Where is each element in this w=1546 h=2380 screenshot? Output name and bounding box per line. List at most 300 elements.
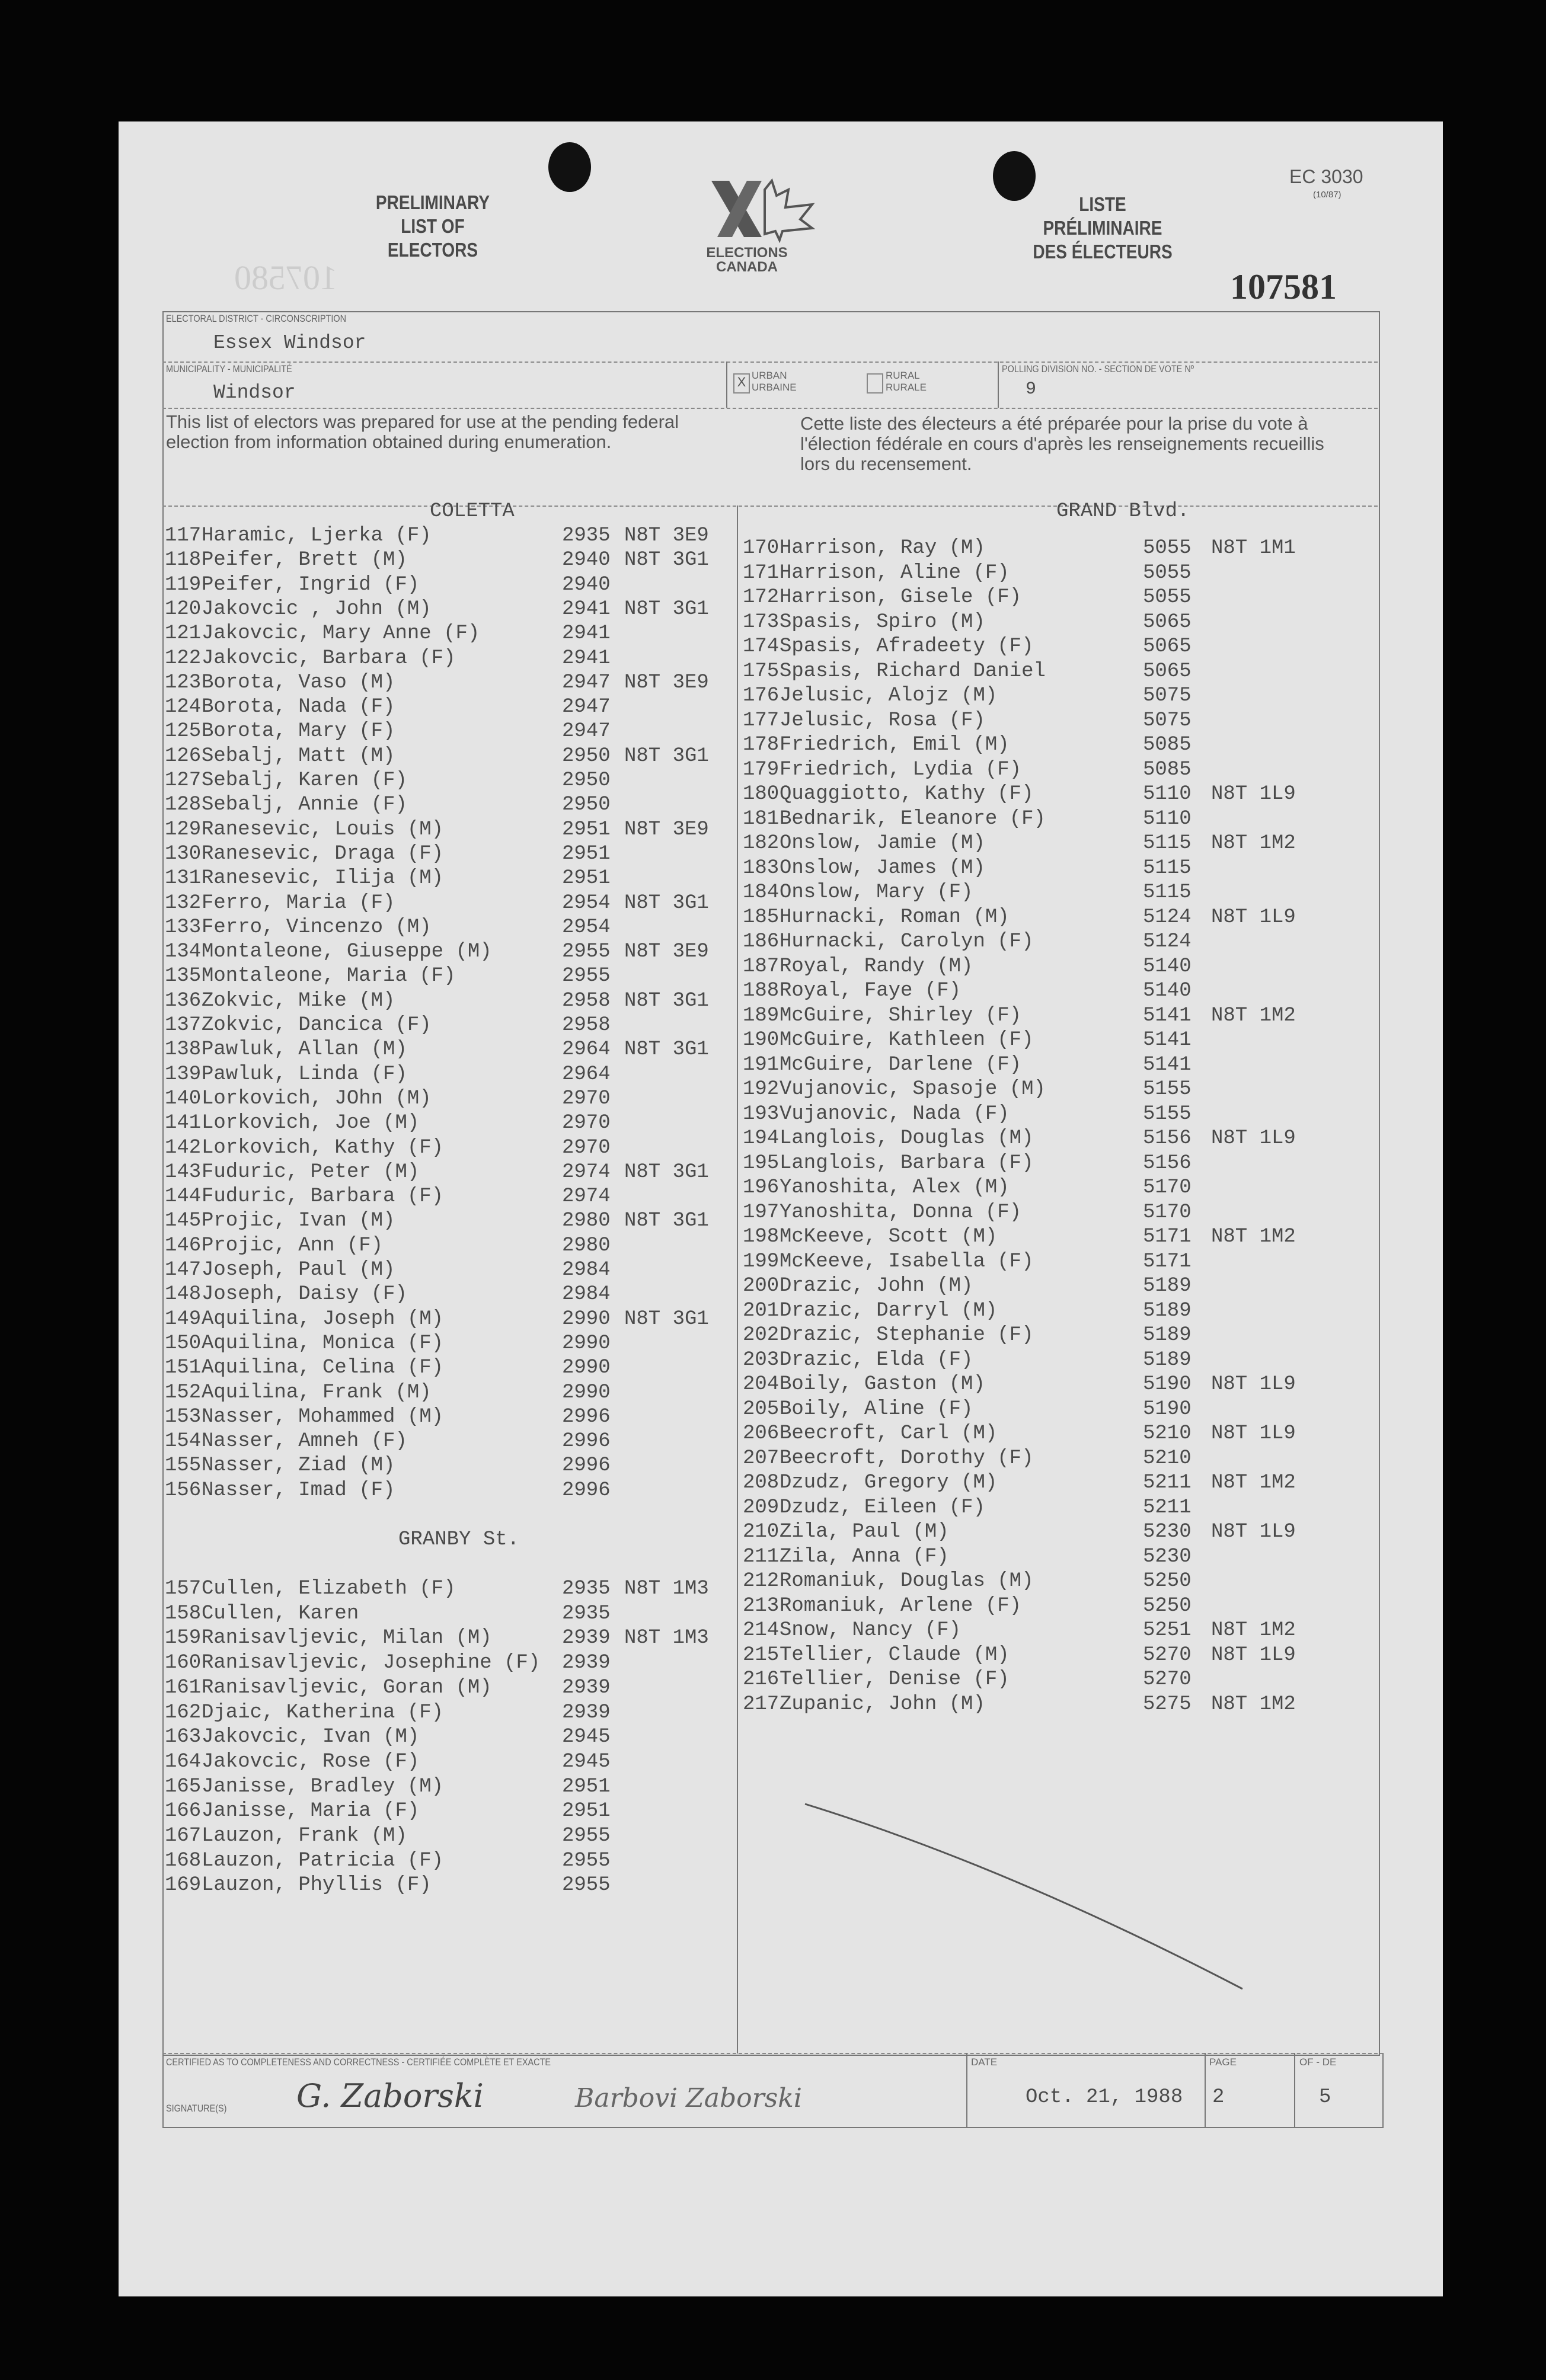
- street-number: 5230: [1143, 1545, 1192, 1568]
- elector-name: Dzudz, Gregory (M): [780, 1471, 998, 1494]
- elector-number: 175: [743, 660, 780, 683]
- elector-name: Lauzon, Phyllis (F): [202, 1874, 432, 1897]
- street-number: 2939: [562, 1701, 611, 1724]
- street-heading: COLETTA: [430, 500, 515, 523]
- street-number: 2947: [562, 696, 611, 719]
- elector-name: Janisse, Bradley (M): [202, 1775, 444, 1798]
- postal-code: N8T 3G1: [624, 891, 709, 914]
- date-value: Oct. 21, 1988: [1026, 2086, 1183, 2109]
- elector-number: 141: [165, 1112, 202, 1135]
- street-number: 2974: [562, 1185, 611, 1208]
- street-number: 2950: [562, 794, 611, 817]
- postal-code: N8T 3G1: [624, 1038, 709, 1061]
- postal-code: N8T 1M2: [1211, 1471, 1296, 1494]
- elector-number: 134: [165, 941, 202, 964]
- street-number: 2935: [562, 1602, 611, 1625]
- elector-number: 198: [743, 1226, 780, 1248]
- street-number: 2935: [562, 524, 611, 547]
- postal-code: N8T 1L9: [1211, 1373, 1296, 1396]
- elector-number: 150: [165, 1332, 202, 1355]
- street-number: 5075: [1143, 709, 1192, 732]
- elector-number: 121: [165, 622, 202, 645]
- elector-name: Langlois, Douglas (M): [780, 1127, 1034, 1150]
- elector-name: Projic, Ann (F): [202, 1234, 384, 1257]
- street-number: 5141: [1143, 1029, 1192, 1051]
- street-number: 5055: [1143, 586, 1192, 609]
- postal-code: N8T 1M3: [624, 1627, 709, 1650]
- elector-name: McGuire, Kathleen (F): [780, 1029, 1034, 1051]
- elector-name: Friedrich, Emil (M): [780, 734, 1010, 756]
- title-line: PRELIMINARY: [375, 191, 490, 213]
- elector-number: 211: [743, 1545, 780, 1568]
- elector-name: Lorkovich, JOhn (M): [202, 1087, 432, 1110]
- elector-name: Royal, Faye (F): [780, 980, 962, 1002]
- elector-name: Nasser, Imad (F): [202, 1479, 395, 1502]
- street-number: 2947: [562, 720, 611, 743]
- elector-number: 123: [165, 671, 202, 694]
- elector-number: 199: [743, 1250, 780, 1273]
- street-number: 2947: [562, 671, 611, 694]
- elector-number: 174: [743, 635, 780, 658]
- notice-french: Cette liste des électeurs a été préparée pour la prise du vote à l'élection fédérale en cours d'après les renseignements recueillis lors du recensement.: [800, 413, 1324, 474]
- street-number: 2980: [562, 1234, 611, 1257]
- street-number: 5155: [1143, 1102, 1192, 1125]
- elector-number: 195: [743, 1151, 780, 1175]
- street-number: 2951: [562, 1775, 611, 1798]
- postal-code: N8T 1L9: [1211, 1422, 1296, 1445]
- postal-code: N8T 3E9: [624, 941, 709, 964]
- signature: G. Zaborski: [296, 2077, 484, 2115]
- elector-number: 203: [743, 1348, 780, 1371]
- elector-name: Lorkovich, Kathy (F): [202, 1136, 444, 1159]
- street-number: 2954: [562, 916, 611, 939]
- elector-name: Aquilina, Joseph (M): [202, 1307, 444, 1330]
- elector-name: Jelusic, Alojz (M): [780, 684, 998, 707]
- elector-name: Beecroft, Dorothy (F): [780, 1447, 1034, 1470]
- street-number: 2984: [562, 1283, 611, 1306]
- elector-name: Pawluk, Linda (F): [202, 1063, 407, 1086]
- elector-name: Ranisavljevic, Milan (M): [202, 1627, 492, 1650]
- postal-code: N8T 1L9: [1211, 906, 1296, 929]
- elector-name: Spasis, Afradeety (F): [780, 635, 1034, 658]
- street-number: 5085: [1143, 758, 1192, 781]
- elector-number: 143: [165, 1160, 202, 1183]
- elector-name: Cullen, Karen: [202, 1602, 359, 1625]
- elector-number: 176: [743, 684, 780, 707]
- signatures-label: SIGNATURE(S): [166, 2103, 227, 2114]
- elector-number: 131: [165, 867, 202, 890]
- elector-number: 127: [165, 769, 202, 792]
- elector-number: 130: [165, 842, 202, 865]
- street-number: 2984: [562, 1259, 611, 1281]
- elector-name: Haramic, Ljerka (F): [202, 524, 432, 547]
- elector-number: 154: [165, 1430, 202, 1453]
- street-number: 5141: [1143, 1053, 1192, 1076]
- elector-name: Onslow, James (M): [780, 856, 985, 879]
- elector-name: Fuduric, Barbara (F): [202, 1185, 444, 1208]
- elector-name: Jakovcic , John (M): [202, 597, 432, 620]
- elector-name: Zupanic, John (M): [780, 1693, 985, 1716]
- elector-number: 188: [743, 980, 780, 1002]
- elector-name: Projic, Ivan (M): [202, 1210, 395, 1233]
- serial-number: 107581: [1230, 267, 1337, 306]
- street-number: 2970: [562, 1136, 611, 1159]
- elector-name: Boily, Aline (F): [780, 1397, 973, 1421]
- elector-number: 144: [165, 1185, 202, 1208]
- elector-name: Harrison, Ray (M): [780, 537, 985, 559]
- elector-name: Bednarik, Eleanore (F): [780, 807, 1046, 830]
- street-number: 2939: [562, 1627, 611, 1650]
- elector-name: Zokvic, Mike (M): [202, 989, 395, 1012]
- elector-name: Vujanovic, Spasoje (M): [780, 1078, 1046, 1101]
- divider: [1205, 2053, 1206, 2127]
- street-number: 5065: [1143, 610, 1192, 634]
- elector-number: 142: [165, 1136, 202, 1159]
- street-number: 5189: [1143, 1299, 1192, 1322]
- elector-name: Sebalj, Annie (F): [202, 794, 407, 817]
- elector-name: Royal, Randy (M): [780, 955, 973, 978]
- postal-code: N8T 3G1: [624, 744, 709, 767]
- elector-number: 197: [743, 1201, 780, 1224]
- elector-name: Yanoshita, Donna (F): [780, 1201, 1022, 1224]
- form-code: EC 3030: [1289, 166, 1363, 187]
- elector-name: Nasser, Mohammed (M): [202, 1405, 444, 1428]
- elector-number: 187: [743, 955, 780, 978]
- notice-english: This list of electors was prepared for use at the pending federal election from information obtained during enumeration.: [166, 411, 679, 452]
- elector-number: 128: [165, 794, 202, 817]
- elector-name: Peifer, Brett (M): [202, 549, 407, 572]
- elector-number: 190: [743, 1029, 780, 1051]
- elector-name: Jakovcic, Mary Anne (F): [202, 622, 480, 645]
- street-number: 2970: [562, 1112, 611, 1135]
- street-number: 5115: [1143, 856, 1192, 879]
- elector-name: Aquilina, Monica (F): [202, 1332, 444, 1355]
- street-number: 2940: [562, 549, 611, 572]
- elector-name: Onslow, Mary (F): [780, 881, 973, 904]
- elector-name: Peifer, Ingrid (F): [202, 573, 420, 596]
- street-number: 5124: [1143, 906, 1192, 929]
- street-number: 5189: [1143, 1275, 1192, 1297]
- street-heading: GRAND Blvd.: [1056, 500, 1190, 523]
- elector-number: 184: [743, 881, 780, 904]
- elector-name: Nasser, Amneh (F): [202, 1430, 407, 1453]
- elector-name: Harrison, Gisele (F): [780, 586, 1022, 609]
- elector-number: 148: [165, 1283, 202, 1306]
- street-number: 2990: [562, 1381, 611, 1404]
- elector-name: Zokvic, Dancica (F): [202, 1014, 432, 1037]
- street-number: 2970: [562, 1087, 611, 1110]
- elector-number: 145: [165, 1210, 202, 1233]
- street-number: 5075: [1143, 684, 1192, 707]
- elector-number: 181: [743, 807, 780, 830]
- street-number: 5085: [1143, 734, 1192, 756]
- elector-name: Ranisavljevic, Goran (M): [202, 1676, 492, 1699]
- street-number: 5110: [1143, 807, 1192, 830]
- elector-number: 163: [165, 1726, 202, 1749]
- elector-name: Borota, Nada (F): [202, 696, 395, 719]
- elector-number: 194: [743, 1127, 780, 1150]
- elector-number: 157: [165, 1578, 202, 1600]
- street-number: 5230: [1143, 1521, 1192, 1543]
- elector-name: Joseph, Daisy (F): [202, 1283, 407, 1306]
- street-number: 5115: [1143, 881, 1192, 904]
- postal-code: N8T 1L9: [1211, 783, 1296, 805]
- postal-code: N8T 3G1: [624, 1160, 709, 1183]
- elector-number: 169: [165, 1874, 202, 1897]
- street-number: 2955: [562, 1849, 611, 1872]
- elector-number: 215: [743, 1643, 780, 1666]
- street-number: 2955: [562, 1874, 611, 1897]
- street-number: 2958: [562, 1014, 611, 1037]
- elector-number: 149: [165, 1307, 202, 1330]
- postal-code: N8T 3E9: [624, 818, 709, 841]
- elector-number: 209: [743, 1496, 780, 1519]
- postal-code: N8T 1L9: [1211, 1521, 1296, 1543]
- elector-number: 172: [743, 586, 780, 609]
- street-number: 2990: [562, 1357, 611, 1380]
- elector-number: 179: [743, 758, 780, 781]
- polling-division-value: 9: [1026, 379, 1037, 399]
- urban-checkbox[interactable]: X: [733, 373, 750, 394]
- elector-number: 136: [165, 989, 202, 1012]
- street-number: 5155: [1143, 1078, 1192, 1101]
- elector-number: 158: [165, 1602, 202, 1625]
- elector-name: Hurnacki, Carolyn (F): [780, 930, 1034, 953]
- elector-name: Cullen, Elizabeth (F): [202, 1578, 456, 1600]
- elector-number: 129: [165, 818, 202, 841]
- elector-number: 214: [743, 1619, 780, 1642]
- elector-number: 216: [743, 1668, 780, 1691]
- title-line: DES ÉLECTEURS: [1033, 241, 1173, 263]
- of-value: 5: [1319, 2086, 1331, 2109]
- title-line: ELECTORS: [387, 239, 478, 261]
- elector-name: McGuire, Darlene (F): [780, 1053, 1022, 1076]
- elector-number: 202: [743, 1324, 780, 1346]
- title-line: PRÉLIMINAIRE: [1043, 217, 1162, 239]
- postal-code: N8T 1M2: [1211, 1693, 1296, 1716]
- street-number: 2996: [562, 1479, 611, 1502]
- elector-name: McKeeve, Isabella (F): [780, 1250, 1034, 1273]
- elector-number: 186: [743, 930, 780, 953]
- elector-number: 155: [165, 1454, 202, 1477]
- district-value: Essex Windsor: [213, 332, 366, 354]
- street-number: 2941: [562, 647, 611, 670]
- postal-code: N8T 1M2: [1211, 1226, 1296, 1248]
- elector-name: Yanoshita, Alex (M): [780, 1176, 1010, 1199]
- postal-code: N8T 1L9: [1211, 1643, 1296, 1666]
- street-number: 2951: [562, 867, 611, 890]
- elector-name: Borota, Mary (F): [202, 720, 395, 743]
- elector-number: 117: [165, 524, 202, 547]
- street-number: 5190: [1143, 1397, 1192, 1421]
- postal-code: N8T 1M2: [1211, 832, 1296, 855]
- divider: [966, 2053, 967, 2127]
- elector-number: 126: [165, 744, 202, 767]
- postal-code: N8T 1M3: [624, 1578, 709, 1600]
- elector-number: 193: [743, 1102, 780, 1125]
- street-number: 2958: [562, 989, 611, 1012]
- postal-code: N8T 1M2: [1211, 1619, 1296, 1642]
- elector-number: 138: [165, 1038, 202, 1061]
- postal-code: N8T 3E9: [624, 524, 709, 547]
- street-number: 2996: [562, 1405, 611, 1428]
- street-number: 5171: [1143, 1226, 1192, 1248]
- street-number: 5251: [1143, 1619, 1192, 1642]
- elector-number: 156: [165, 1479, 202, 1502]
- street-number: 5140: [1143, 955, 1192, 978]
- elector-name: Joseph, Paul (M): [202, 1259, 395, 1281]
- faded-serial-bleedthrough: 107580: [234, 258, 337, 297]
- elector-number: 196: [743, 1176, 780, 1199]
- postal-code: N8T 3E9: [624, 671, 709, 694]
- elector-number: 206: [743, 1422, 780, 1445]
- elector-number: 120: [165, 597, 202, 620]
- elector-number: 164: [165, 1750, 202, 1773]
- elector-number: 132: [165, 891, 202, 914]
- elector-number: 180: [743, 783, 780, 805]
- date-label: DATE: [971, 2056, 998, 2068]
- elector-number: 124: [165, 696, 202, 719]
- street-number: 2951: [562, 842, 611, 865]
- elector-name: Romaniuk, Arlene (F): [780, 1594, 1022, 1617]
- street-number: 2941: [562, 622, 611, 645]
- street-number: 5275: [1143, 1693, 1192, 1716]
- rural-label-fr: RURALE: [886, 382, 927, 393]
- elector-number: 162: [165, 1701, 202, 1724]
- street-number: 5189: [1143, 1348, 1192, 1371]
- street-number: 5055: [1143, 561, 1192, 584]
- elector-name: Zila, Paul (M): [780, 1521, 949, 1543]
- elector-name: Spasis, Spiro (M): [780, 610, 985, 634]
- elector-name: Vujanovic, Nada (F): [780, 1102, 1010, 1125]
- title-line: LISTE: [1079, 193, 1126, 215]
- elector-name: Borota, Vaso (M): [202, 671, 395, 694]
- street-number: 5140: [1143, 980, 1192, 1002]
- form-date: (10/87): [1313, 190, 1341, 200]
- logo-text: ELECTIONS: [706, 245, 788, 261]
- street-number: 2955: [562, 1825, 611, 1847]
- elector-name: Ranesevic, Ilija (M): [202, 867, 444, 890]
- postal-code: N8T 3G1: [624, 1210, 709, 1233]
- elector-name: Quaggiotto, Kathy (F): [780, 783, 1034, 805]
- urban-label-en: URBAN: [752, 370, 787, 381]
- elector-name: Montaleone, Maria (F): [202, 965, 456, 988]
- elector-name: Friedrich, Lydia (F): [780, 758, 1022, 781]
- elector-number: 168: [165, 1849, 202, 1872]
- elector-name: Drazic, John (M): [780, 1275, 973, 1297]
- elector-number: 178: [743, 734, 780, 756]
- elector-number: 139: [165, 1063, 202, 1086]
- street-number: 2940: [562, 573, 611, 596]
- elector-name: Drazic, Darryl (M): [780, 1299, 998, 1322]
- postal-code: N8T 3G1: [624, 989, 709, 1012]
- street-number: 2955: [562, 941, 611, 964]
- elector-number: 212: [743, 1570, 780, 1592]
- polling-division-label: POLLING DIVISION NO. - SECTION DE VOTE Nº: [1002, 363, 1194, 375]
- street-number: 5211: [1143, 1496, 1192, 1519]
- street-number: 2939: [562, 1676, 611, 1699]
- elector-name: Jelusic, Rosa (F): [780, 709, 985, 732]
- divider: [1294, 2053, 1295, 2127]
- street-number: 2974: [562, 1160, 611, 1183]
- title-line: LIST OF: [401, 215, 465, 237]
- elector-number: 137: [165, 1014, 202, 1037]
- elector-name: Drazic, Stephanie (F): [780, 1324, 1034, 1346]
- street-number: 5210: [1143, 1447, 1192, 1470]
- of-label: OF - DE: [1299, 2056, 1337, 2068]
- street-number: 5170: [1143, 1176, 1192, 1199]
- elector-number: 165: [165, 1775, 202, 1798]
- elector-name: Aquilina, Celina (F): [202, 1357, 444, 1380]
- elector-name: Sebalj, Matt (M): [202, 744, 395, 767]
- street-number: 5055: [1143, 537, 1192, 559]
- street-number: 5270: [1143, 1643, 1192, 1666]
- street-number: 2941: [562, 597, 611, 620]
- elector-name: McKeeve, Scott (M): [780, 1226, 998, 1248]
- elector-name: Ferro, Maria (F): [202, 891, 395, 914]
- street-number: 5065: [1143, 660, 1192, 683]
- elector-name: Zila, Anna (F): [780, 1545, 949, 1568]
- elector-name: Onslow, Jamie (M): [780, 832, 985, 855]
- rural-label-en: RURAL: [886, 370, 920, 381]
- elector-name: Lauzon, Patricia (F): [202, 1849, 444, 1872]
- street-number: 5170: [1143, 1201, 1192, 1224]
- street-number: 2935: [562, 1578, 611, 1600]
- elector-name: Langlois, Barbara (F): [780, 1151, 1034, 1175]
- elector-number: 192: [743, 1078, 780, 1101]
- street-number: 2964: [562, 1038, 611, 1061]
- street-number: 2951: [562, 1800, 611, 1823]
- elector-name: Ranisavljevic, Josephine (F): [202, 1652, 541, 1675]
- elector-name: Harrison, Aline (F): [780, 561, 1010, 584]
- street-number: 2996: [562, 1454, 611, 1477]
- elector-name: Tellier, Claude (M): [780, 1643, 1010, 1666]
- postal-code: N8T 1L9: [1211, 1127, 1296, 1150]
- street-number: 5270: [1143, 1668, 1192, 1691]
- street-number: 5250: [1143, 1570, 1192, 1592]
- elector-name: Romaniuk, Douglas (M): [780, 1570, 1034, 1592]
- certified-label: CERTIFIED AS TO COMPLETENESS AND CORRECTNESS - CERTIFIÉE COMPLÈTE ET EXACTE: [166, 2056, 551, 2068]
- elector-number: 166: [165, 1800, 202, 1823]
- elector-number: 171: [743, 561, 780, 584]
- street-number: 5210: [1143, 1422, 1192, 1445]
- elector-number: 161: [165, 1676, 202, 1699]
- elector-number: 185: [743, 906, 780, 929]
- street-number: 5141: [1143, 1004, 1192, 1027]
- elector-number: 133: [165, 916, 202, 939]
- street-number: 5124: [1143, 930, 1192, 953]
- street-number: 5190: [1143, 1373, 1192, 1396]
- street-number: 5110: [1143, 783, 1192, 805]
- elector-name: Drazic, Elda (F): [780, 1348, 973, 1371]
- elector-name: Spasis, Richard Daniel: [780, 660, 1046, 683]
- street-number: 2990: [562, 1332, 611, 1355]
- street-heading: GRANBY St.: [398, 1528, 520, 1551]
- street-number: 2964: [562, 1063, 611, 1086]
- elector-number: 208: [743, 1471, 780, 1494]
- elector-name: Dzudz, Eileen (F): [780, 1496, 985, 1519]
- page-value: 2: [1212, 2086, 1225, 2109]
- elector-number: 213: [743, 1594, 780, 1617]
- elector-number: 210: [743, 1521, 780, 1543]
- street-number: 2945: [562, 1750, 611, 1773]
- elector-name: Fuduric, Peter (M): [202, 1160, 420, 1183]
- street-number: 2945: [562, 1726, 611, 1749]
- elector-name: Ranesevic, Louis (M): [202, 818, 444, 841]
- elector-name: Lorkovich, Joe (M): [202, 1112, 420, 1135]
- street-number: 2950: [562, 744, 611, 767]
- street-number: 5115: [1143, 832, 1192, 855]
